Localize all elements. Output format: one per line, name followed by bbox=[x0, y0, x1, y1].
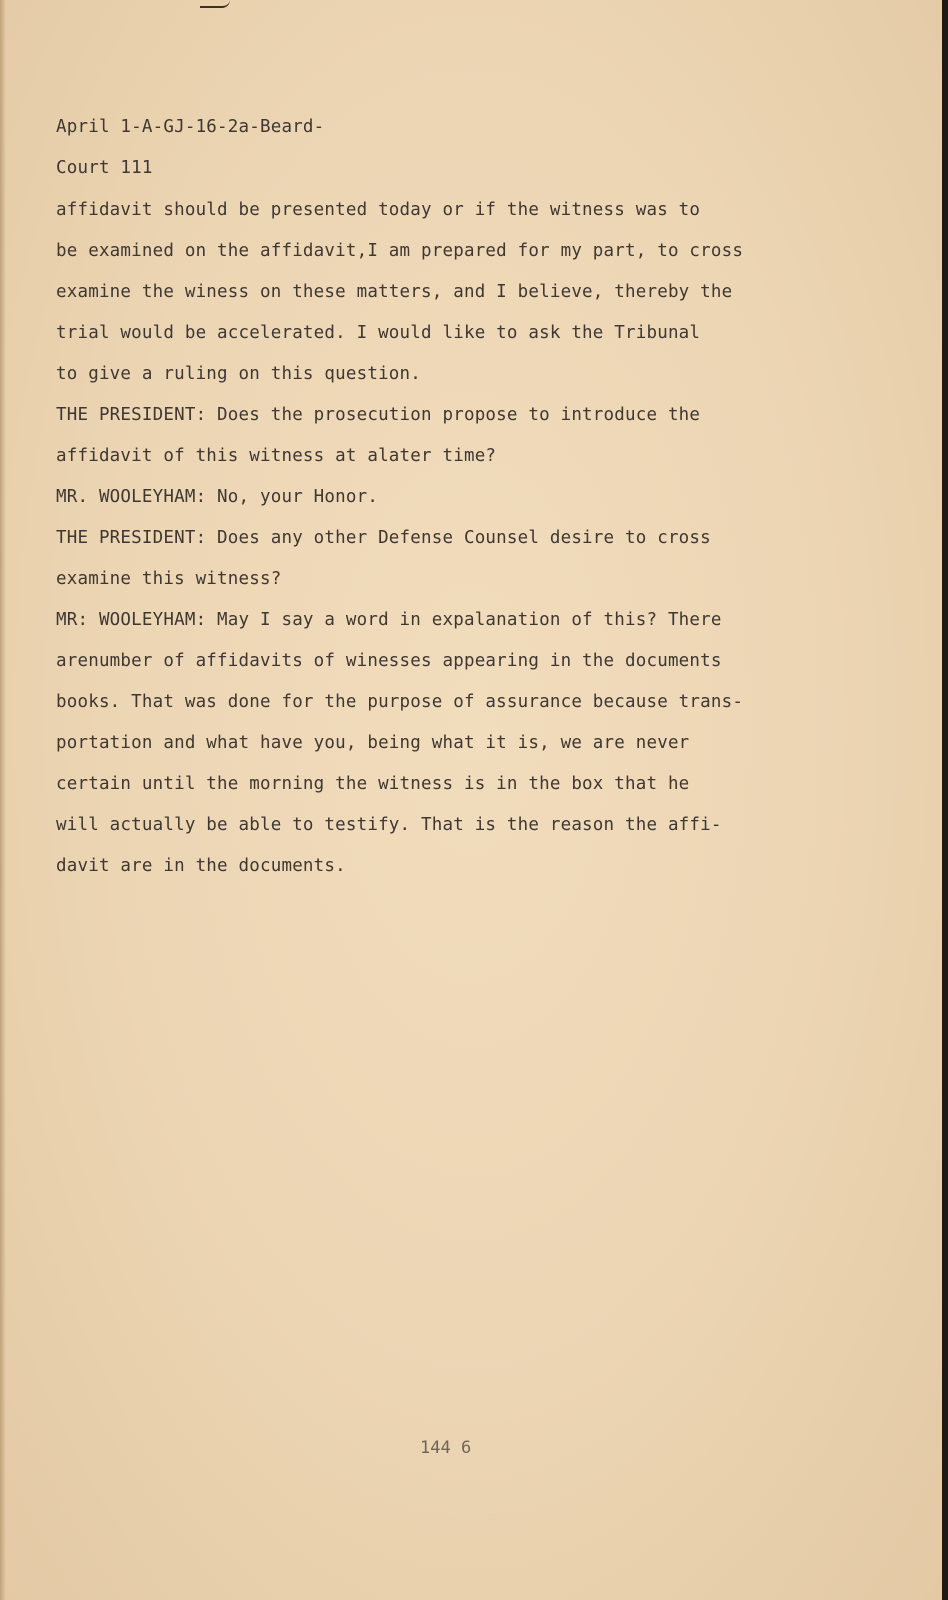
body-line: affidavit of this witness at alater time? bbox=[56, 446, 497, 466]
header-line-1: April 1-A-GJ-16-2a-Beard- bbox=[56, 117, 325, 137]
body-line: davit are in the documents. bbox=[56, 856, 346, 876]
body-line: examine this witness? bbox=[56, 569, 282, 589]
body-line: certain until the morning the witness is in the box that he bbox=[56, 774, 690, 794]
body-line: THE PRESIDENT: Does any other Defense Counsel desire to cross bbox=[56, 528, 711, 548]
body-line: trial would be accelerated. I would like to ask the Tribunal bbox=[56, 323, 701, 343]
page-number: 144 6 bbox=[420, 1438, 472, 1458]
body-line: portation and what have you, being what it is, we are never bbox=[56, 733, 690, 753]
body-line: examine the winess on these matters, and I believe, thereby the bbox=[56, 282, 733, 302]
header-line-2: Court 111 bbox=[56, 158, 153, 178]
body-line: will actually be able to testify. That is the reason the affi- bbox=[56, 815, 722, 835]
corner-mark bbox=[200, 0, 230, 8]
body-line: books. That was done for the purpose of assurance because trans- bbox=[56, 692, 744, 712]
body-line: MR. WOOLEYHAM: No, your Honor. bbox=[56, 487, 379, 507]
body-line: be examined on the affidavit,I am prepared for my part, to cross bbox=[56, 241, 744, 261]
body-line: arenumber of affidavits of winesses appearing in the documents bbox=[56, 651, 722, 671]
right-scan-border bbox=[942, 0, 948, 1600]
page-edge-shadow bbox=[0, 0, 6, 1600]
body-line: to give a ruling on this question. bbox=[56, 364, 422, 384]
body-line: MR: WOOLEYHAM: May I say a word in expalanation of this? There bbox=[56, 610, 722, 630]
body-line: THE PRESIDENT: Does the prosecution propose to introduce the bbox=[56, 405, 701, 425]
body-line: affidavit should be presented today or if the witness was to bbox=[56, 200, 701, 220]
